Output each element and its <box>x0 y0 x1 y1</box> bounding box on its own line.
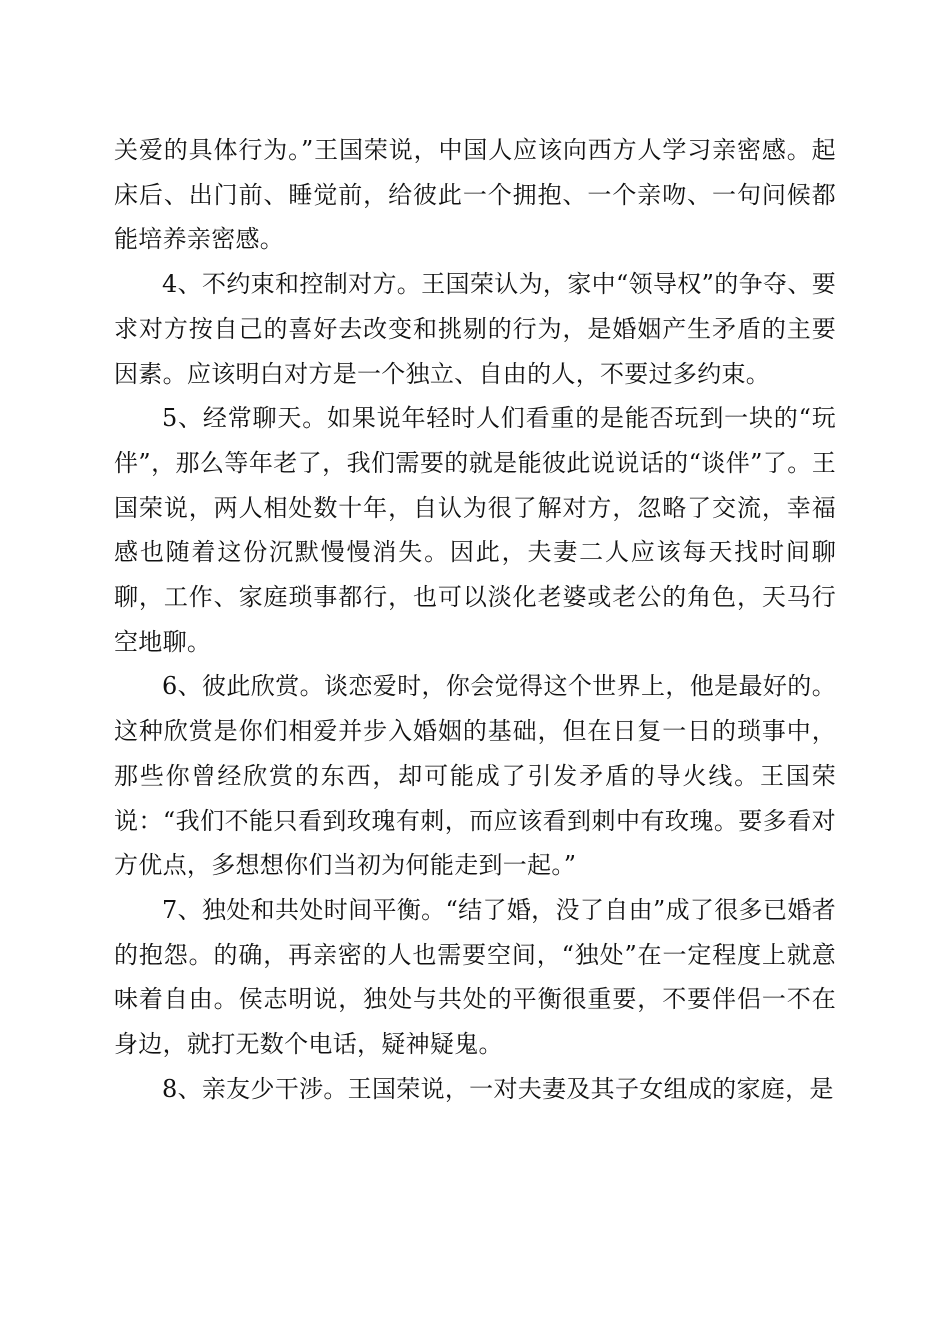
paragraph-item-5: 5、经常聊天。如果说年轻时人们看重的是能否玩到一块的“玩伴”，那么等年老了，我们需要的就是能彼此说说话的“谈伴”了。王国荣说，两人相处数十年，自认为很了解对方，忽略了交流，幸福感也随着这份沉默慢慢消失。因此，夫妻二人应该每天找时间聊聊，工作、家庭琐事都行，也可以淡化老婆或老公的角色，天马行空地聊。 <box>114 404 836 656</box>
paragraph-item-4: 4、不约束和控制对方。王国荣认为，家中“领导权”的争夺、要求对方按自己的喜好去改变和挑剔的行为，是婚姻产生矛盾的主要因素。应该明白对方是一个独立、自由的人，不要过多约束。 <box>114 270 836 388</box>
paragraph-item-6: 6、彼此欣赏。谈恋爱时，你会觉得这个世界上，他是最好的。这种欣赏是你们相爱并步入婚姻的基础，但在日复一日的琐事中，那些你曾经欣赏的东西，却可能成了引发矛盾的导火线。王国荣说：“我们不能只看到玫瑰有刺，而应该看到刺中有玫瑰。要多看对方优点，多想想你们当初为何能走到一起。” <box>114 672 836 880</box>
paragraph-item-7: 7、独处和共处时间平衡。“结了婚，没了自由”成了很多已婚者的抱怨。的确，再亲密的人也需要空间，“独处”在一定程度上就意味着自由。侯志明说，独处与共处的平衡很重要，不要伴侣一不在身边，就打无数个电话，疑神疑鬼。 <box>114 895 836 1059</box>
paragraph-item-8: 8、亲友少干涉。王国荣说，一对夫妻及其子女组成的家庭，是 <box>162 1074 834 1103</box>
paragraph-continuation: 关爱的具体行为。”王国荣说，中国人应该向西方人学习亲密感。起床后、出门前、睡觉前，给彼此一个拥抱、一个亲吻、一句问候都能培养亲密感。 <box>114 136 836 254</box>
document-body <box>114 128 836 1111</box>
